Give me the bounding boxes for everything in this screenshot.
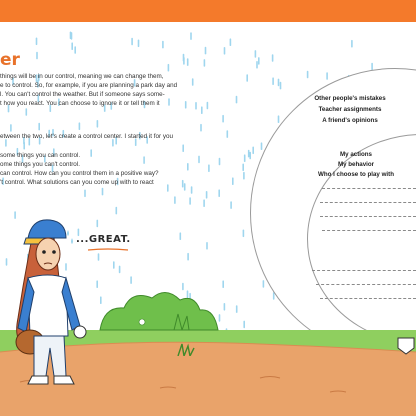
outer-item: Other people's mistakes [314,95,386,102]
instruction-line: 't control. What solutions can you come up with to react [0,179,154,187]
inner-item: Who I choose to play with [318,170,394,178]
header-bar [0,0,416,22]
outer-item: Teacher assignments [318,106,382,113]
inner-writing-line[interactable] [320,202,416,203]
instructions [0,132,174,188]
outer-writing-line[interactable] [316,284,416,285]
outer-writing-line[interactable] [320,298,416,299]
intro-line: t how you react. You can choose to ignore it or tell them it [0,100,160,107]
inner-writing-line[interactable] [322,230,416,231]
intro-line: l. You can't control the weather. But if someone says some- [0,91,165,98]
instruction-line: some things you can control. [0,151,81,159]
grass-tuft-icon [176,342,196,356]
outer-circle-list [300,93,400,126]
instruction-line: can control. How can you control them in a positive way? [0,170,159,178]
instruction-line: ome things you can't control. [0,160,80,168]
intro-paragraph [0,72,178,108]
outer-item: A friend's opinions [322,117,378,124]
intro-line: e to control. So, for example, if you are planning a park day and [0,82,178,89]
inner-writing-line[interactable] [320,216,416,217]
instruction-spacer [0,141,170,150]
page-title: er [0,50,20,70]
outer-writing-line[interactable] [312,270,416,271]
inner-item: My behavior [337,160,375,168]
instruction-line: etween the two, let's create a control center. I started it for you [0,133,174,140]
inner-item: My actions [340,151,372,158]
inner-writing-line[interactable] [322,188,416,189]
inner-circle-list [300,150,412,179]
bush-icon [90,282,240,332]
speech-text: ...GREAT. [76,234,131,245]
speech-underline [88,248,128,252]
intro-line: things will be in our control, meaning we can change them, [0,73,164,80]
